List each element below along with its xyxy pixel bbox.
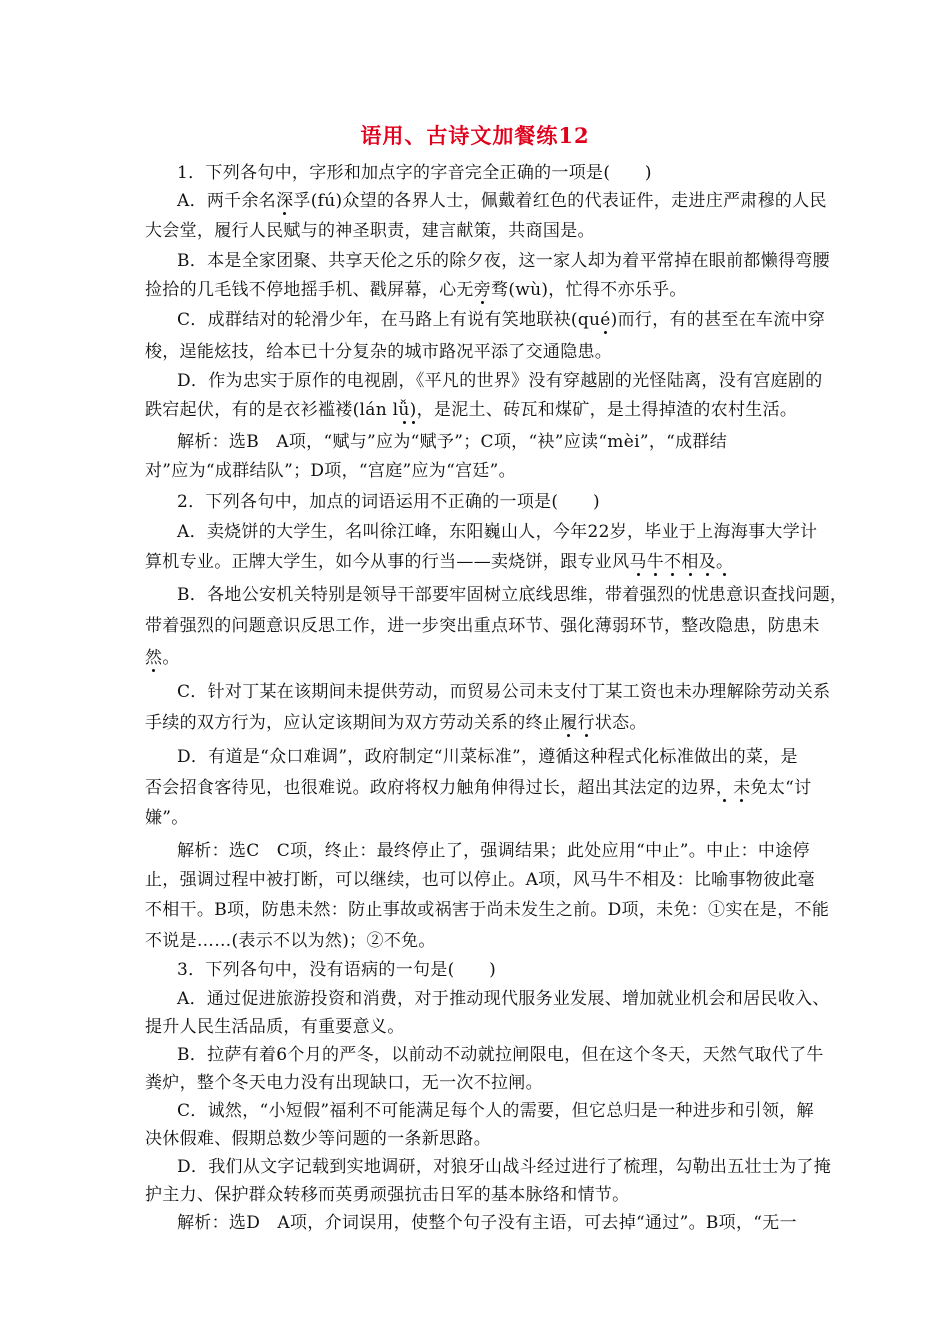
text-line: D．作为忠实于原作的电视剧，《平凡的世界》没有穿越剧的光怪陆离，没有宫庭剧的: [177, 371, 823, 391]
text-line: C．成群结对的轮滑少年，在马路上有说有笑地联袂(qué)而行，有的甚至在车流中穿: [177, 310, 826, 330]
text-line: 不相干。B项，防患未然：防止事故或祸害于尚未发生之前。D项，未免：①实在是，不能: [145, 900, 830, 920]
text-line: C．诚然，“小短假”福利不可能满足每个人的需要，但它总归是一种进步和引领，解: [177, 1101, 814, 1121]
text-line: 手续的双方行为，应认定该期间为双方劳动关系的终止履行状态。: [145, 713, 647, 733]
text-line: 梭，逞能炫技，给本已十分复杂的城市路况平添了交通隐患。: [145, 342, 613, 362]
text-line: A．两千余名深孚(fú)众望的各界人士，佩戴着红色的代表证件，走进庄严肃穆的人民: [177, 191, 827, 211]
emphasized-char: 马: [629, 552, 647, 572]
text-line: 大会堂，履行人民赋与的神圣职责，建言献策，共商国是。: [145, 221, 595, 241]
text-line: 1．下列各句中，字形和加点字的字音完全正确的一项是( ): [177, 163, 652, 183]
text-line: 解析：选C C项，终止：最终停止了，强调结果；此处应用“中止”。中止：中途停: [177, 841, 810, 861]
emphasized-char: 履: [560, 713, 578, 733]
emphasized-char: ): [409, 400, 417, 420]
text-line: 算机专业。正牌大学生，如今从事的行当——卖烧饼，跟专业风马牛不相及。: [145, 552, 734, 572]
text-line: 解析：选B A项，“赋与”应为“赋予”；C项，“袂”应读“mèi”，“成群结: [177, 432, 728, 452]
emphasized-char: 不: [664, 552, 682, 572]
text-line: A．通过促进旅游投资和消费，对于推动现代服务业发展、增加就业机会和居民收入、: [177, 989, 830, 1009]
text-line: A．卖烧饼的大学生，名叫徐江峰，东阳巍山人，今年22岁，毕业于上海海事大学计: [177, 522, 818, 542]
text-line: C．针对丁某在该期间未提供劳动，而贸易公司未支付丁某工资也未办理解除劳动关系: [177, 682, 831, 702]
text-line: B．各地公安机关特别是领导干部要牢固树立底线思维，带着强烈的忧患意识查找问题，: [177, 585, 848, 605]
page-title: 语用、古诗文加餐练12: [360, 123, 590, 148]
text-line: 对”应为“成群结队”；D项，“宫庭”应为“宫廷”。: [145, 461, 516, 481]
emphasized-char: é: [600, 310, 611, 330]
emphasized-char: 深: [276, 191, 294, 211]
text-line: 护主力、保护群众转移而英勇顽强抗击日军的基本脉络和情节。: [145, 1185, 630, 1205]
emphasized-char: 。: [715, 552, 734, 572]
text-line: D．我们从文字记载到实地调研，对狼牙山战斗经过进行了梳理，勾勒出五壮士为了掩: [177, 1157, 832, 1177]
emphasized-char: 未: [733, 778, 751, 798]
text-line: B．拉萨有着6个月的严冬，以前动不动就拉闸限电，但在这个冬天，天然气取代了牛: [177, 1045, 824, 1065]
text-line: 捡拾的几毛钱不停地摇手机、戳屏幕，心无旁骛(wù)，忙得不亦乐乎。: [145, 280, 687, 300]
emphasized-char: 旁: [473, 280, 492, 300]
text-line: 2．下列各句中，加点的词语运用不正确的一项是( ): [177, 492, 600, 512]
emphasized-char: 然: [145, 648, 163, 668]
text-line: 带着强烈的问题意识反思工作，进一步突出重点环节、强化薄弱环节，整改隐患，防患未: [145, 616, 820, 636]
text-line: 止，强调过程中被打断，可以继续，也可以停止。A项，风马牛不相及：比喻事物彼此毫: [145, 870, 815, 890]
text-line: 嫌”。: [145, 808, 189, 828]
emphasized-char: ，: [715, 778, 734, 798]
emphasized-char: 及: [698, 552, 716, 572]
text-line: D．有道是“众口难调”，政府制定“川菜标准”，遵循这种程式化标准做出的菜，是: [177, 747, 798, 767]
text-line: 提升人民生活品质，有重要意义。: [145, 1017, 405, 1037]
text-line: 跌宕起伏，有的是衣衫褴褛(lán lǚ)，是泥土、砖瓦和煤矿，是土得掉渣的农村生活。: [145, 400, 798, 420]
emphasized-char: 行: [577, 713, 595, 733]
text-line: 决休假难、假期总数少等问题的一条新思路。: [145, 1129, 491, 1149]
text-line: 不说是……(表示不以为然)；②不免。: [145, 931, 436, 951]
text-line: 然。: [145, 648, 180, 668]
text-line: 否会招食客待见，也很难说。政府将权力触角伸得过长，超出其法定的边界，未免太“讨: [145, 778, 812, 798]
emphasized-char: ǚ: [398, 400, 410, 420]
text-line: 3．下列各句中，没有语病的一句是( ): [177, 960, 497, 980]
text-line: B．本是全家团聚、共享天伦之乐的除夕夜，这一家人却为着平常掉在眼前都懒得弯腰: [177, 251, 830, 271]
text-line: 粪炉，整个冬天电力没有出现缺口，无一次不拉闸。: [145, 1073, 543, 1093]
emphasized-char: 牛: [646, 552, 665, 572]
text-line: 解析：选D A项，介词误用，使整个句子没有主语，可去掉“通过”。B项，“无一: [177, 1213, 797, 1233]
emphasized-char: 相: [681, 552, 699, 572]
